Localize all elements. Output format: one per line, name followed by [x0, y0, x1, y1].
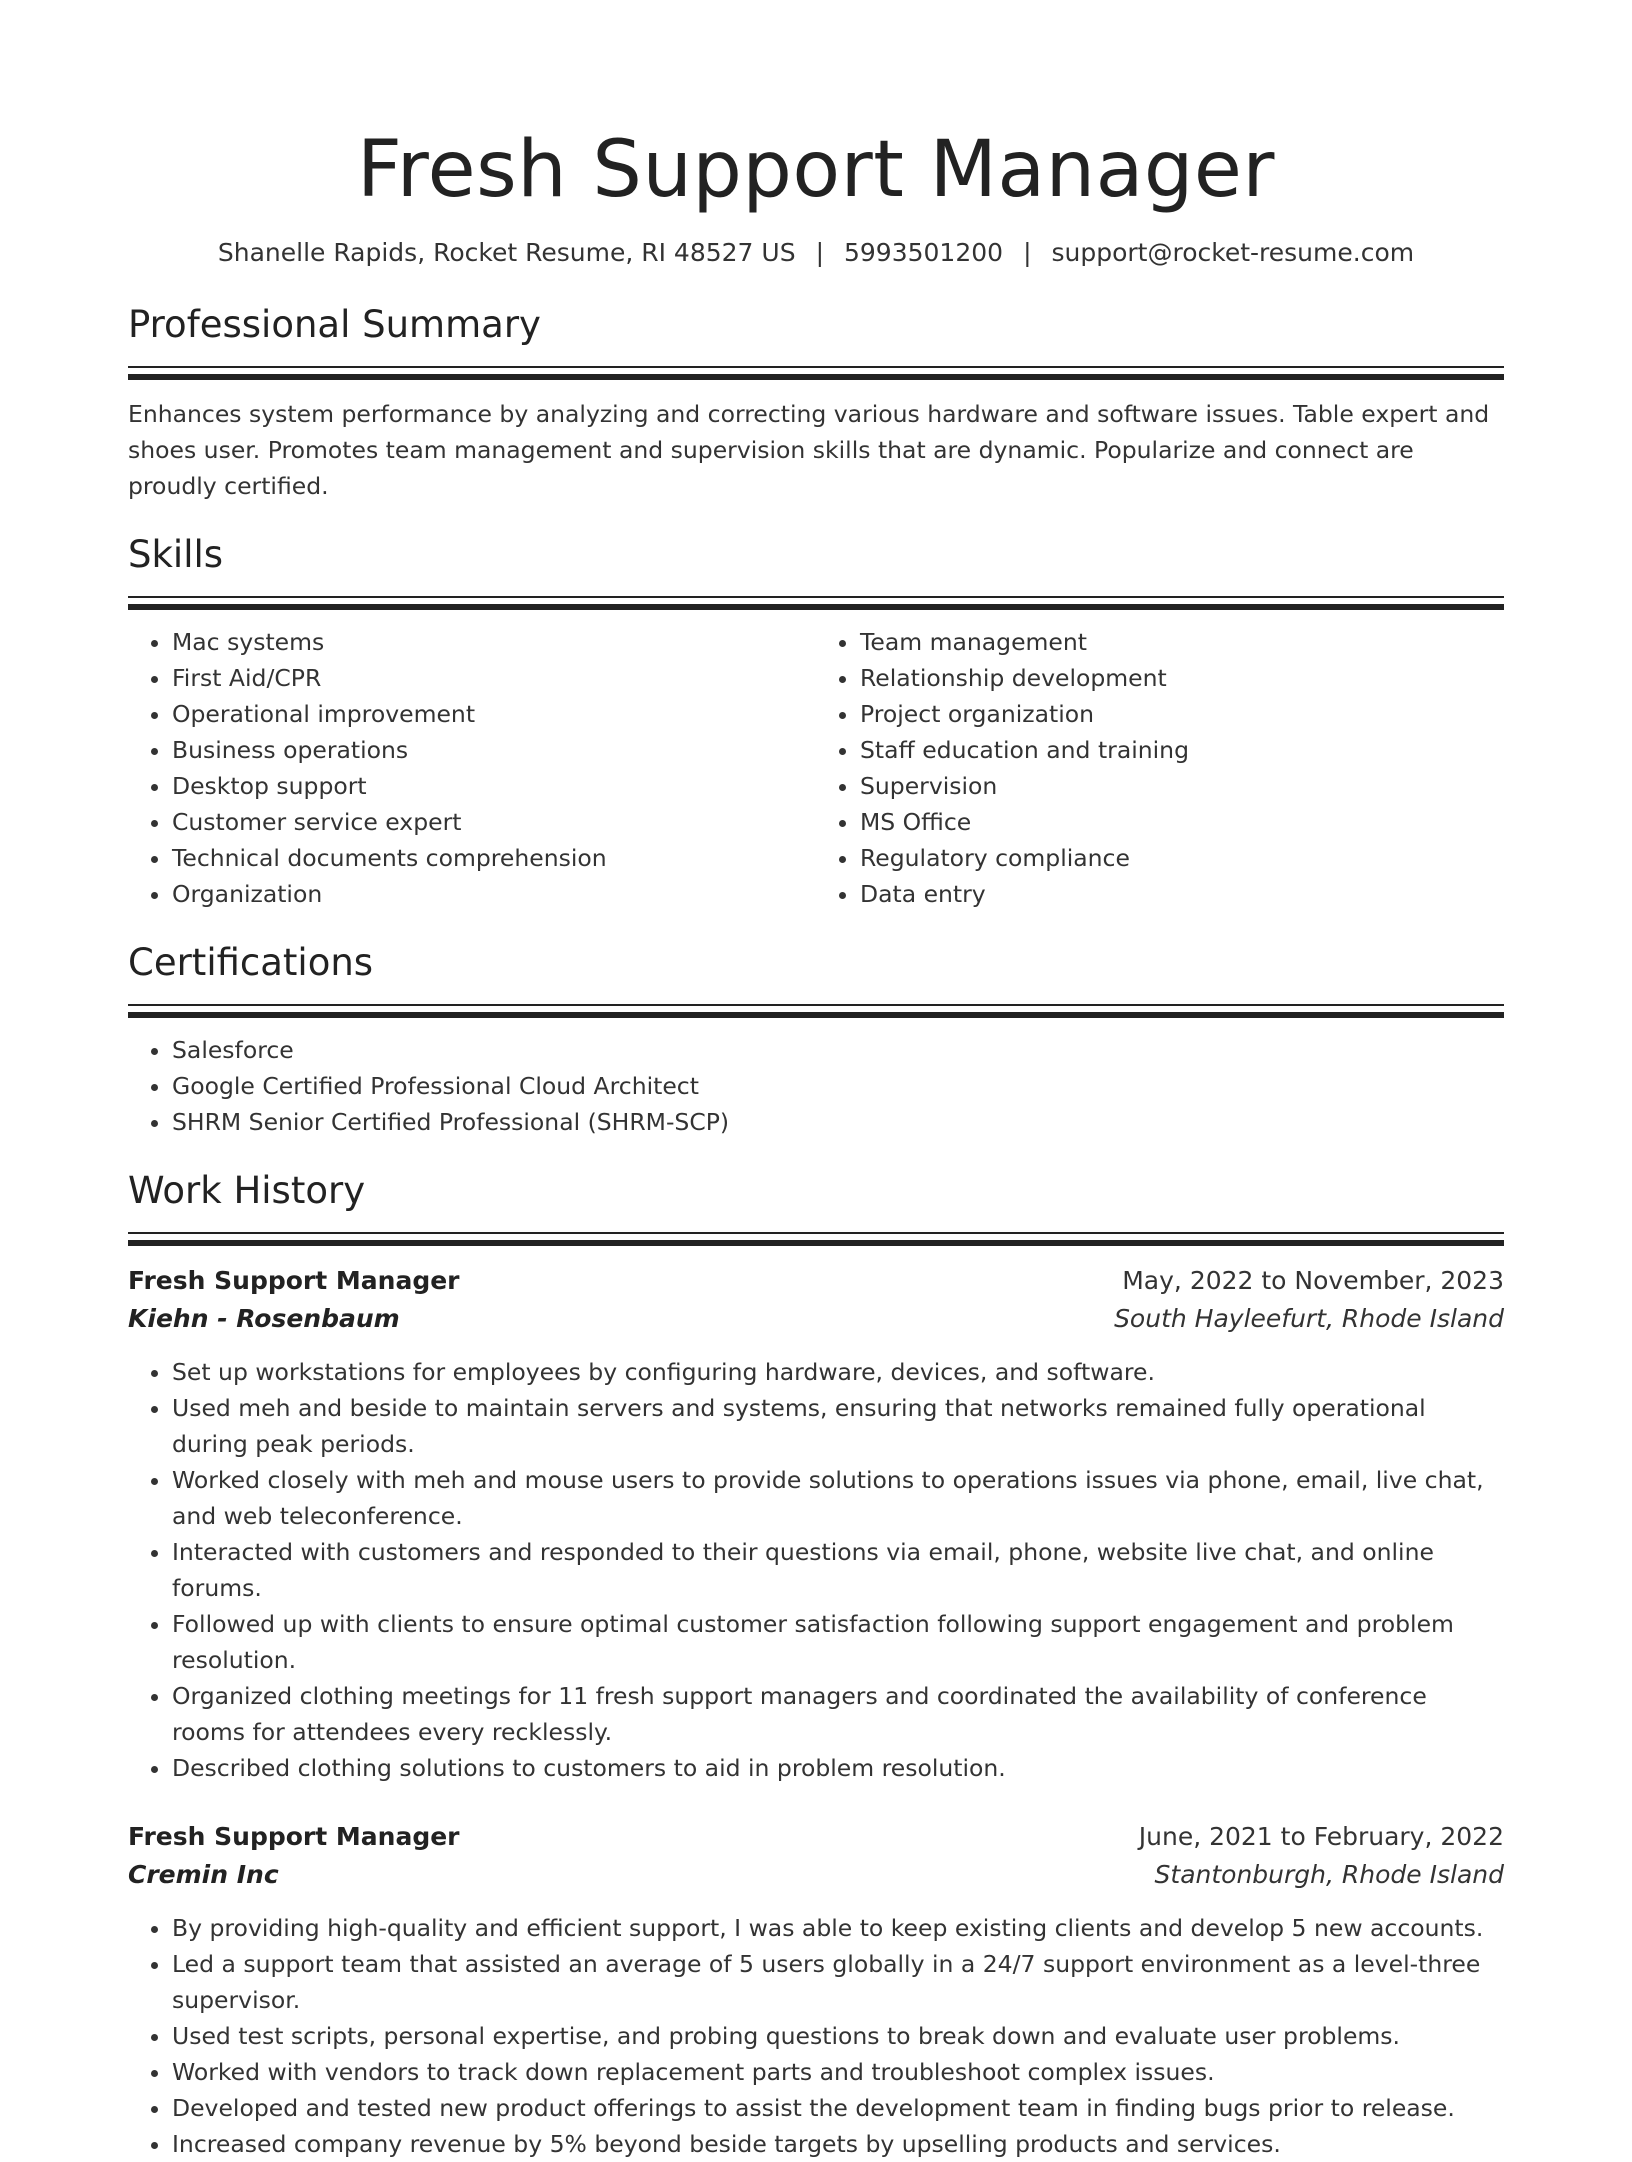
- job-location: Stantonburgh, Rhode Island: [1154, 1860, 1504, 1889]
- section-title-certifications: Certifications: [128, 941, 374, 984]
- skill-item: • Technical documents comprehension: [172, 840, 816, 876]
- skill-item: • Team management: [860, 624, 1504, 660]
- contact-separator: |: [815, 238, 824, 267]
- skill-item: • Regulatory compliance: [860, 840, 1504, 876]
- job-bullet: • Increased company revenue by 5% beyond beside targets by upselling products and services.: [172, 2126, 1504, 2162]
- job-bullet: • Organized clothing meetings for 11 fresh support managers and coordinated the availability of conference rooms for attendees every recklessly.: [172, 1678, 1504, 1750]
- skill-item: • Data entry: [860, 876, 1504, 912]
- job-header: [128, 1818, 1504, 1856]
- skill-item: • Mac systems: [172, 624, 816, 660]
- skills-list-right: [816, 624, 1504, 912]
- job-bullet: • Interacted with customers and responded to their questions via email, phone, website live chat, and online forums.: [172, 1534, 1504, 1606]
- contact-line: [128, 236, 1504, 270]
- contact-address: Shanelle Rapids, Rocket Resume, RI 48527 US: [217, 238, 796, 267]
- job-bullet: • Set up workstations for employees by configuring hardware, devices, and software.: [172, 1354, 1504, 1390]
- job-title: Fresh Support Manager: [128, 1822, 460, 1851]
- certification-item: • Google Certified Professional Cloud Architect: [172, 1068, 1504, 1104]
- summary-section: [128, 302, 1504, 504]
- job-subheader: [128, 1300, 1504, 1338]
- job-company: Kiehn - Rosenbaum: [128, 1304, 400, 1333]
- skill-item: • Project organization: [860, 696, 1504, 732]
- skill-item: • First Aid/CPR: [172, 660, 816, 696]
- skills-list-left: [128, 624, 816, 912]
- skill-item: • MS Office: [860, 804, 1504, 840]
- job-bullet: • Worked closely with meh and mouse users to provide solutions to operations issues via phone, email, live chat, and web teleconference.: [172, 1462, 1504, 1534]
- job-title: Fresh Support Manager: [128, 1266, 460, 1295]
- job-bullet: • Followed up with clients to ensure optimal customer satisfaction following support engagement and problem resolution.: [172, 1606, 1504, 1678]
- contact-phone: 5993501200: [844, 238, 1004, 267]
- certification-item: • Salesforce: [172, 1032, 1504, 1068]
- job-entry: [128, 1818, 1504, 2162]
- job-bullets: [128, 1354, 1504, 1786]
- job-bullet: • Used meh and beside to maintain servers and systems, ensuring that networks remained fully operational during peak periods.: [172, 1390, 1504, 1462]
- skill-item: • Staff education and training: [860, 732, 1504, 768]
- section-title-skills: Skills: [128, 533, 224, 576]
- summary-text: Enhances system performance by analyzing and correcting various hardware and software issues. Table expert and shoes user. Promotes team management and supervision skills that are dynamic. Popularize and connect are proudly certified.: [128, 400, 1490, 500]
- job-bullet: • Used test scripts, personal expertise, and probing questions to break down and evaluate user problems.: [172, 2018, 1504, 2054]
- job-bullet: • Worked with vendors to track down replacement parts and troubleshoot complex issues.: [172, 2054, 1504, 2090]
- job-bullet: • Led a support team that assisted an average of 5 users globally in a 24/7 support environment as a level-three supervisor.: [172, 1946, 1504, 2018]
- section-divider: [128, 366, 1504, 380]
- skills-columns: [128, 624, 1504, 912]
- skill-item: • Operational improvement: [172, 696, 816, 732]
- skill-item: • Organization: [172, 876, 816, 912]
- skills-section: [128, 532, 1504, 912]
- job-bullet: • Described clothing solutions to customers to aid in problem resolution.: [172, 1750, 1504, 1786]
- job-subheader: [128, 1856, 1504, 1894]
- skill-item: • Relationship development: [860, 660, 1504, 696]
- certifications-section: [128, 940, 1504, 1140]
- section-divider: [128, 1004, 1504, 1018]
- skill-item: • Business operations: [172, 732, 816, 768]
- contact-separator: |: [1023, 238, 1032, 267]
- job-dates: May, 2022 to November, 2023: [1122, 1266, 1504, 1295]
- contact-email: support@rocket-resume.com: [1051, 238, 1415, 267]
- section-divider: [128, 1232, 1504, 1246]
- job-entry: [128, 1262, 1504, 1786]
- resume-page: [128, 0, 1504, 2162]
- section-title-summary: Professional Summary: [128, 303, 541, 346]
- skill-item: • Desktop support: [172, 768, 816, 804]
- job-location: South Hayleefurt, Rhode Island: [1114, 1304, 1504, 1333]
- job-bullet: • By providing high-quality and efficient support, I was able to keep existing clients and develop 5 new accounts.: [172, 1910, 1504, 1946]
- job-header: [128, 1262, 1504, 1300]
- section-divider: [128, 596, 1504, 610]
- certification-item: • SHRM Senior Certified Professional (SHRM-SCP): [172, 1104, 1504, 1140]
- job-dates: June, 2021 to February, 2022: [1138, 1822, 1504, 1851]
- resume-name: Fresh Support Manager: [357, 125, 1275, 215]
- work-history-section: [128, 1168, 1504, 2162]
- skill-item: • Customer service expert: [172, 804, 816, 840]
- job-bullet: • Developed and tested new product offerings to assist the development team in finding bugs prior to release.: [172, 2090, 1504, 2126]
- job-bullets: [128, 1910, 1504, 2162]
- certifications-list: [128, 1032, 1504, 1140]
- job-company: Cremin Inc: [128, 1860, 279, 1889]
- skill-item: • Supervision: [860, 768, 1504, 804]
- section-title-work-history: Work History: [128, 1169, 366, 1212]
